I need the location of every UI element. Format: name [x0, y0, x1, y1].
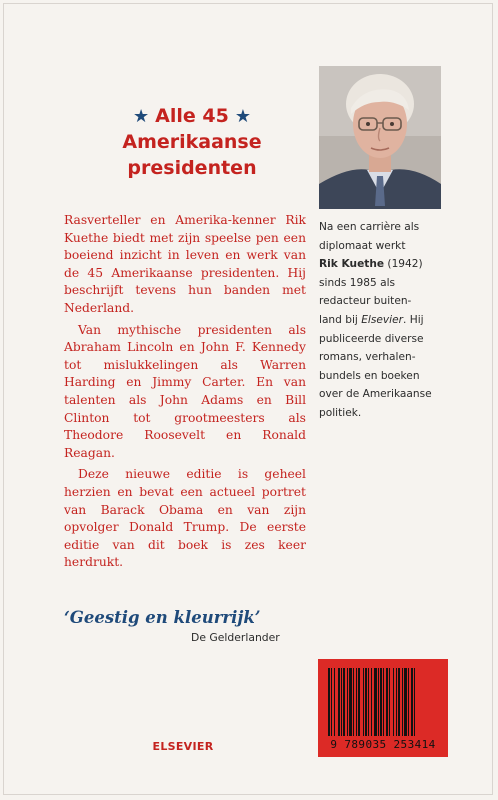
bio-text: . Hij — [403, 313, 424, 326]
title-line-1 — [92, 104, 292, 129]
author-name: Rik Kuethe — [319, 258, 385, 271]
bio-line: diplomaat werkt — [319, 239, 406, 252]
bio-line: romans, verhalen- — [319, 351, 416, 364]
review-quote: ‘Geestig en kleurrijk’ — [64, 608, 261, 627]
blurb — [64, 212, 306, 572]
bio-line: sinds 1985 als — [319, 276, 396, 289]
author-photo — [319, 66, 441, 209]
author-birth-year: (1942) — [384, 258, 423, 271]
bio-line — [319, 255, 444, 274]
title-text-1: Alle 45 — [155, 105, 229, 127]
bio-line: publiceerde diverse — [319, 332, 424, 345]
blurb-paragraph-2: Van mythische presidenten als Abraham Lincoln en John F. Kennedy tot mislukkelingen als Warren Harding en Jimmy Carter. En van talenten als John Adams en Bill Clinton tot grootmeesters als Theodore Roosevelt en Ronald Reagan. — [64, 322, 306, 460]
author-portrait-image — [319, 66, 441, 209]
star-icon: ★ — [133, 106, 150, 127]
isbn-number: 9 789035 253414 — [330, 738, 436, 751]
author-bio — [319, 218, 444, 423]
blurb-paragraph-1: Rasverteller en Amerika-kenner Rik Kuethe biedt met zijn speelse pen een boeiend inzicht in leven en werk van de 45 Amerikaanse presidenten. Hij beschrijft tevens hun banden met Nederland. — [64, 213, 306, 315]
bio-line: Na een carrière als — [319, 221, 420, 233]
bio-line: redacteur buiten- — [319, 295, 412, 308]
barcode — [318, 659, 448, 757]
book-title — [92, 104, 292, 181]
bio-line: politiek. — [319, 406, 362, 419]
bio-line — [319, 311, 444, 330]
star-icon: ★ — [234, 106, 251, 127]
title-line-2: Amerikaanse — [122, 131, 262, 153]
bio-line: bundels en boeken — [319, 369, 420, 382]
blurb-paragraph-3: Deze nieuwe editie is geheel herzien en bevat een actueel portret van Barack Obama en van zijn opvolger Donald Trump. De eerste editie van dit boek is zes keer herdrukt. — [64, 467, 306, 570]
publisher-logo: ELSEVIER — [152, 740, 214, 753]
bio-text: land bij — [319, 313, 362, 326]
bio-line: over de Amerikaanse — [319, 388, 432, 401]
title-line-3: presidenten — [127, 157, 257, 179]
magazine-name: Elsevier — [361, 313, 403, 326]
review-source: De Gelderlander — [191, 631, 280, 644]
